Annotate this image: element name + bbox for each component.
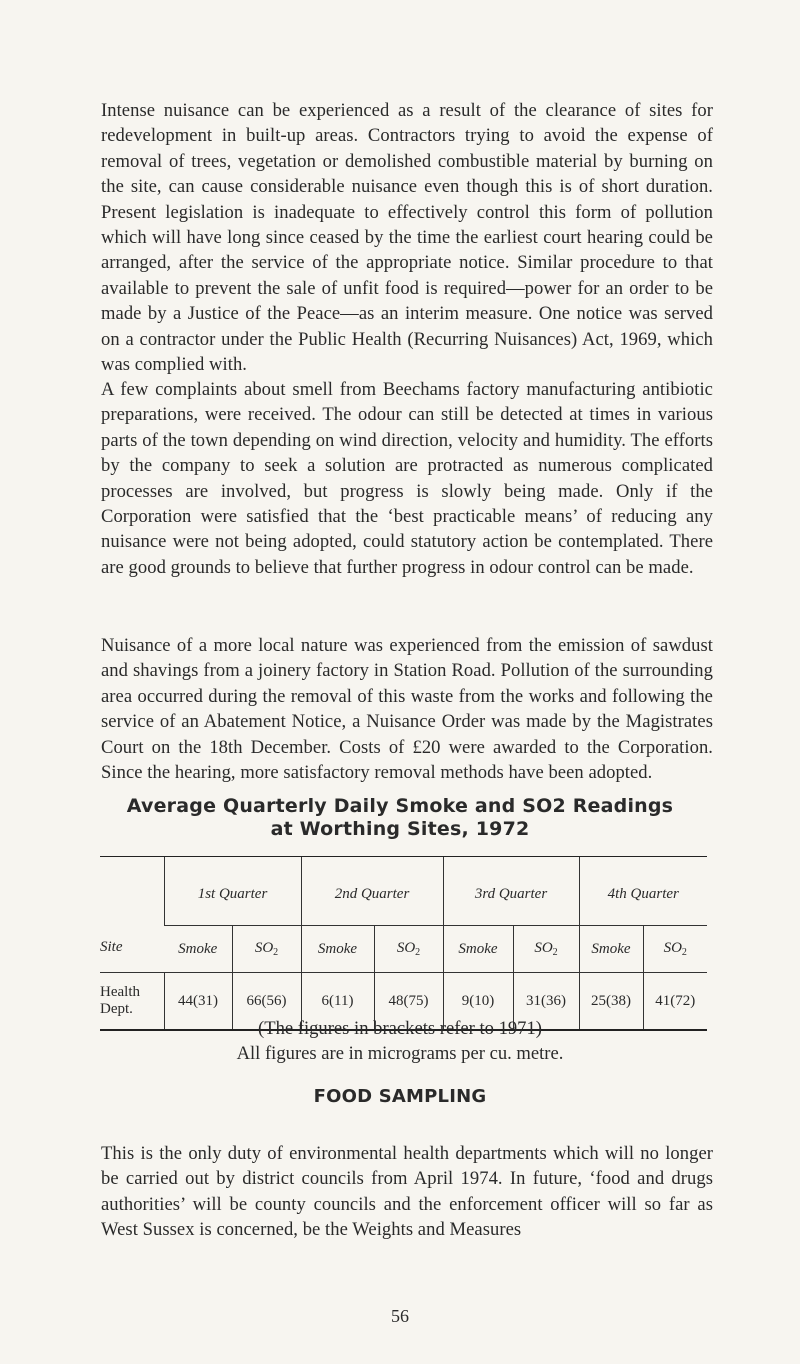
q3-so2-cell: 31(36) [513, 973, 579, 1031]
table-title-line1: Average Quarterly Daily Smoke and SO2 Readings [126, 795, 674, 817]
table-note-brackets: (The figures in brackets refer to 1971) [258, 1018, 542, 1039]
table-title-line2: at Worthing Sites, 1972 [270, 818, 530, 840]
q2-smoke-cell: 6(11) [301, 973, 374, 1031]
quarter-header-2: 2nd Quarter [301, 857, 443, 926]
paragraph-beechams-odour: A few complaints about smell from Beechams factory manufacturing antibiotic preparations, were received. The odour can still be detected at times in various parts of the town depending on wind direction, velocity and humidity. The efforts by the company to seek a solution are protracted as numerous complicated processes are involved, but progress is slowly being made. Only if the Corporation were satisfied that the ‘best practicable means’ of reducing any nuisance were not being adopted, could statutory action be contemplated. There are good grounds to believe that further progress in odour control can be made. [101, 379, 713, 578]
so2-header: $SO_2$ [513, 926, 579, 973]
section-heading-food-sampling: FOOD SAMPLING [313, 1086, 487, 1107]
quarter-header-3: 3rd Quarter [443, 857, 579, 926]
quarter-header-4: 4th Quarter [579, 857, 707, 926]
quarter-header-1: 1st Quarter [164, 857, 301, 926]
q1-smoke-cell: 44(31) [164, 973, 232, 1031]
so2-header: $SO_2$ [374, 926, 443, 973]
readings-table [100, 856, 707, 1031]
q4-smoke-cell: 25(38) [579, 973, 643, 1031]
so2-header: $SO_2$ [643, 926, 707, 973]
paragraph-food-sampling: This is the only duty of environmental health departments which will no longer be carried out by district councils from April 1974. In future, ‘food and drugs authorities’ will be county councils and the enforcement officer will so far as West Sussex is concerned, be the Weights and Measures [101, 1143, 713, 1241]
smoke-header: Smoke [579, 926, 643, 973]
site-name-cell: Health Dept. [100, 973, 164, 1031]
site-header: Site [100, 857, 164, 973]
q2-so2-cell: 48(75) [374, 973, 443, 1031]
smoke-header: Smoke [301, 926, 374, 973]
q3-smoke-cell: 9(10) [443, 973, 513, 1031]
smoke-header: Smoke [164, 926, 232, 973]
paragraph-site-clearance: Intense nuisance can be experienced as a result of the clearance of sites for redevelopment in built-up areas. Contractors trying to avoid the expense of removal of trees, vegetation or demolished combustible material by burning on the site, can cause considerable nuisance even though this is of short duration. Present legislation is inadequate to effectively control this form of pollution which will have long since ceased by the time the earliest court hearing could be arranged, after the service of the appropriate notice. Similar procedure to that available to prevent the sale of unfit food is required—power for an order to be made by a Justice of the Peace—as an interim measure. One notice was served on a contractor under the Public Health (Recurring Nuisances) Act, 1969, which was complied with. [101, 100, 713, 376]
smoke-header: Smoke [443, 926, 513, 973]
table-note-units: All figures are in micrograms per cu. metre. [236, 1043, 564, 1064]
page-number: 56 [391, 1306, 409, 1326]
paragraph-joinery-nuisance: Nuisance of a more local nature was experienced from the emission of sawdust and shavings from a joinery factory in Station Road. Pollution of the surrounding area occurred during the removal of this waste from the works and following the service of an Abatement Notice, a Nuisance Order was made by the Magistrates Court on the 18th December. Costs of £20 were awarded to the Corporation. Since the hearing, more satisfactory removal methods have been adopted. [101, 635, 713, 784]
q4-so2-cell: 41(72) [643, 973, 707, 1031]
q1-so2-cell: 66(56) [232, 973, 301, 1031]
so2-header: $SO_2$ [232, 926, 301, 973]
